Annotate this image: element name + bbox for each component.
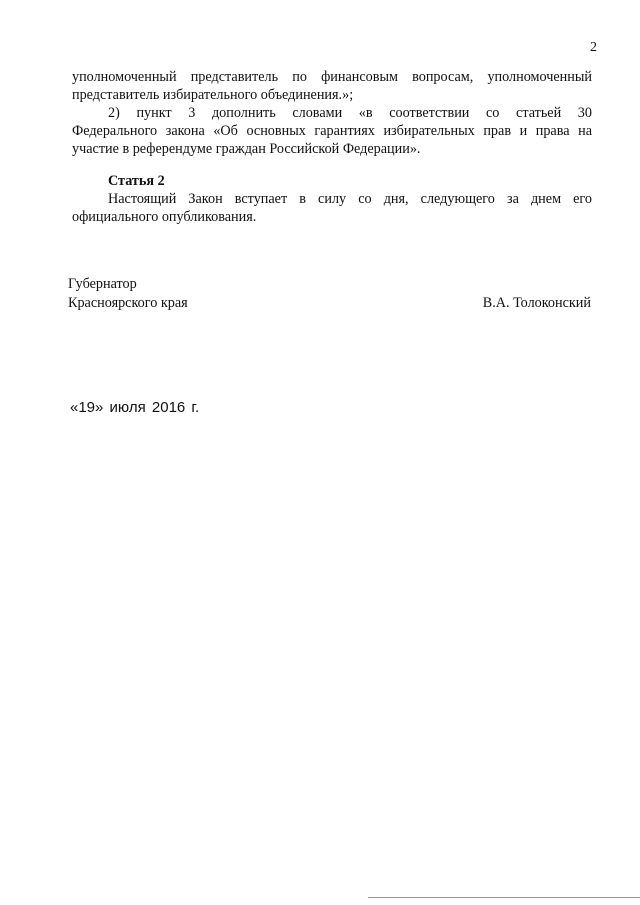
article-text-line: официального опубликования. <box>72 209 257 225</box>
article-text-line: Настоящий Закон вступает в силу со дня, следующего за днем его <box>108 191 592 207</box>
page-number: 2 <box>590 40 597 55</box>
scan-edge-line <box>368 897 640 898</box>
paragraph-line: Федерального закона «Об основных гарантиях избирательных прав и права на <box>72 123 592 139</box>
paragraph-line: участие в референдуме граждан Российской Федерации». <box>72 141 421 157</box>
article-heading: Статья 2 <box>108 173 165 189</box>
paragraph-line: уполномоченный представитель по финансовым вопросам, уполномоченный <box>72 69 592 85</box>
paragraph-line: 2) пункт 3 дополнить словами «в соответствии со статьей 30 <box>108 105 592 121</box>
signing-date: «19» июля 2016 г. <box>70 399 200 416</box>
paragraph-line: представитель избирательного объединения.»; <box>72 87 354 103</box>
signatory-region: Красноярского края <box>68 295 188 311</box>
signatory-title: Губернатор <box>68 276 137 292</box>
signatory-name: В.А. Толоконский <box>482 295 591 311</box>
